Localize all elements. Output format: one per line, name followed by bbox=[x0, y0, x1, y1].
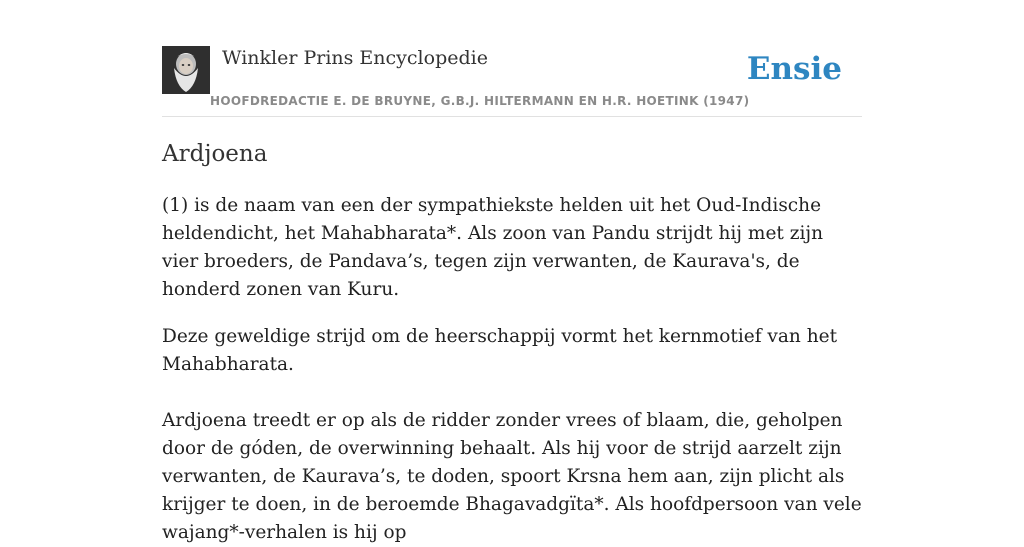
source-header bbox=[162, 46, 862, 117]
source-subtitle: HOOFDREDACTIE E. DE BRUYNE, G.B.J. HILTERMANN EN H.R. HOETINK (1947) bbox=[210, 94, 750, 108]
bearded-man-portrait-icon bbox=[162, 46, 210, 94]
article-paragraph-3: Ardjoena treedt er op als de ridder zonder vrees of blaam, die, geholpen door de góden, de overwinning behaalt. Als hij voor de strijd aarzelt zijn verwanten, de Kaurava’s, te doden, spoort Krsna hem aan, zijn plicht als krijger te doen, in de beroemde Bhagavadgïta*. Als hoofdpersoon van vele wajang*-verhalen is hij op bbox=[162, 410, 862, 543]
ensie-logo-link[interactable]: Ensie bbox=[746, 51, 842, 87]
article-title: Ardjoena bbox=[162, 141, 268, 167]
avatar[interactable] bbox=[162, 46, 210, 94]
article bbox=[162, 138, 862, 547]
article-paragraph-2: Deze geweldige strijd om de heerschappij vormt het kernmotief van het Mahabharata. bbox=[162, 326, 837, 375]
source-title[interactable]: Winkler Prins Encyclopedie bbox=[222, 47, 488, 69]
article-paragraph-1: (1) is de naam van een der sympathiekste helden uit het Oud-Indische heldendicht, het Mahabharata*. Als zoon van Pandu strijdt hij met zijn vier broeders, de Pandava’s, tegen zijn verwanten, de Kaurava's, de honderd zonen van Kuru. bbox=[162, 195, 824, 300]
